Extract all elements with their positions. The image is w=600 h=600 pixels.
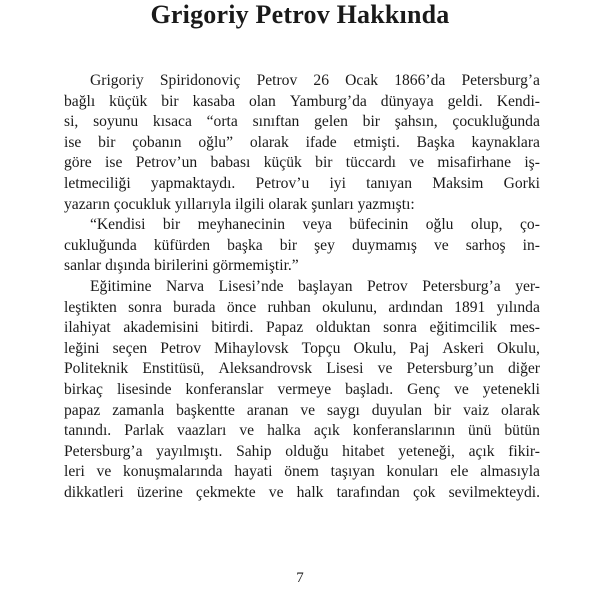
text-line xyxy=(64,483,540,504)
word: burada xyxy=(173,298,216,316)
word: Askeri xyxy=(442,339,484,357)
word: bir xyxy=(362,113,380,131)
word: “orta xyxy=(206,113,238,131)
word: Topçu xyxy=(301,339,341,357)
word: tüccardı xyxy=(345,154,397,172)
text-line xyxy=(64,421,540,442)
word: olan xyxy=(249,92,276,110)
word: yeteneği, xyxy=(398,442,455,460)
word: yapmaktaydı. xyxy=(150,174,236,192)
word: ardından xyxy=(388,298,443,316)
word: küfürden xyxy=(153,236,211,254)
word: Lisesi xyxy=(326,360,364,378)
text-line xyxy=(64,401,540,422)
word: ünü xyxy=(467,422,492,440)
word: soyunu xyxy=(93,113,139,131)
text-line xyxy=(64,71,540,92)
word: başlayan xyxy=(297,277,353,295)
word: ise xyxy=(64,133,82,151)
word: ele xyxy=(450,463,469,481)
word: saygı xyxy=(326,401,360,419)
word: ilahiyat xyxy=(64,319,111,337)
word: Sahip xyxy=(236,442,272,460)
word: “Kendisi xyxy=(90,216,146,234)
word: küçük xyxy=(263,154,302,172)
word: şey xyxy=(314,236,335,254)
word: zamanla xyxy=(112,401,165,419)
word: ve xyxy=(239,422,255,440)
word: papaz xyxy=(64,401,101,419)
word: fikir- xyxy=(508,442,540,460)
word: birkaç xyxy=(64,380,103,398)
word: sarhoş xyxy=(465,236,506,254)
word: Petrov xyxy=(367,277,408,295)
word: meyhanecinin xyxy=(197,216,286,234)
word: akademisini xyxy=(123,319,199,337)
word: olarak xyxy=(500,401,540,419)
word: okulunu, xyxy=(322,298,378,316)
text-line xyxy=(64,236,540,257)
word: sevilmekteydi. xyxy=(448,483,540,501)
word: şahsın, xyxy=(394,113,438,131)
word: önce xyxy=(226,298,257,316)
word: leri xyxy=(64,463,85,481)
word: lisesinde xyxy=(116,380,172,398)
text-line: sanlar dışında birilerini görmemiştir.” xyxy=(64,257,299,275)
word: kısaca xyxy=(152,113,192,131)
word: yetenekli xyxy=(482,380,540,398)
text-line xyxy=(64,298,540,319)
text-line xyxy=(64,462,540,483)
word: in- xyxy=(522,236,540,254)
word: Eğitimine xyxy=(90,277,152,295)
word: bir xyxy=(279,236,298,254)
word: açık xyxy=(468,442,495,460)
word: Petersburg’un xyxy=(406,360,494,378)
word: ve xyxy=(268,483,284,501)
word: Yamburg’da xyxy=(289,92,367,110)
word: tarafından xyxy=(336,483,400,501)
word: Petersburg’a xyxy=(64,442,143,460)
word: oğlu” xyxy=(198,133,234,151)
word: Petersburg’a xyxy=(461,72,540,89)
word: ve xyxy=(454,380,469,398)
word: yayılmıştı. xyxy=(156,442,223,460)
page-number: 7 xyxy=(296,570,304,586)
word: başladı. xyxy=(345,380,394,398)
word: 1866’da xyxy=(394,72,446,89)
word: tanındı. xyxy=(64,422,112,440)
word: veya xyxy=(302,216,332,234)
text-line xyxy=(64,318,540,339)
word: ve xyxy=(96,463,112,481)
word: leğini xyxy=(64,339,100,357)
text-line xyxy=(64,359,540,380)
word: bir xyxy=(162,216,181,234)
word: çekmekte xyxy=(195,483,256,501)
word: bir xyxy=(315,154,333,172)
word: duyulan xyxy=(371,401,422,419)
word: olduktan xyxy=(315,319,371,337)
word: olduğu xyxy=(285,442,329,460)
word: cukluğunda xyxy=(64,236,137,254)
word: tanıyan xyxy=(366,174,413,192)
word: Lisesi’nde xyxy=(218,277,284,295)
body-text xyxy=(64,71,540,503)
word: ve xyxy=(433,236,449,254)
text-line xyxy=(64,215,540,236)
word: Maksim xyxy=(432,174,484,192)
word: bir xyxy=(98,133,116,151)
word: Okulu, xyxy=(353,339,397,357)
word: çocukluğunda xyxy=(452,113,540,131)
text-line xyxy=(64,92,540,113)
word: 1891 xyxy=(454,298,486,316)
word: letmeciliği xyxy=(64,174,131,192)
word: konferanslar xyxy=(185,380,264,398)
word: bir xyxy=(161,92,179,110)
word: Petrov’un xyxy=(135,154,198,172)
word: gelen xyxy=(314,113,348,131)
word: başkentte xyxy=(176,401,235,419)
word: bağlı xyxy=(64,92,96,110)
word: ço- xyxy=(519,216,540,234)
word: Başka xyxy=(416,133,455,151)
word: olarak xyxy=(249,133,289,151)
text-line: yazarın çocukluk yıllarıyla ilgili olarak şunları yazmıştı: xyxy=(64,195,415,213)
word: üzerine xyxy=(136,483,183,501)
word: Petrov’u xyxy=(255,174,310,192)
word: Aleksandrovsk xyxy=(218,360,313,378)
word: bitirdi. xyxy=(211,319,254,337)
word: ve xyxy=(377,360,393,378)
word: Okulu, xyxy=(497,339,540,357)
word: Gorki xyxy=(503,174,540,192)
word: sonra xyxy=(383,319,417,337)
word: almasıyla xyxy=(480,463,540,481)
word: Paj xyxy=(409,339,430,357)
word: Spiridonoviç xyxy=(159,72,241,89)
word: vermeye xyxy=(277,380,332,398)
word: Ocak xyxy=(345,72,379,89)
page-title: Grigoriy Petrov Hakkında xyxy=(150,0,450,29)
word: hitabet xyxy=(342,442,385,460)
word: bütün xyxy=(504,422,540,440)
word: iyi xyxy=(329,174,346,192)
text-line xyxy=(64,339,540,360)
word: konuşmalarında xyxy=(123,463,223,481)
word: göre xyxy=(64,154,92,172)
word: Parlak xyxy=(124,422,165,440)
word: yılında xyxy=(496,298,540,316)
word: Grigoriy xyxy=(90,72,144,89)
word: bir xyxy=(433,401,452,419)
word: Mihaylovsk xyxy=(214,339,289,357)
text-line xyxy=(64,277,540,298)
word: aranan xyxy=(246,401,289,419)
word: yer- xyxy=(515,277,540,295)
word: etmişti. xyxy=(353,133,400,151)
word: Genç xyxy=(407,380,441,398)
word: konferanslarının xyxy=(352,422,455,440)
word: Petersburg’a xyxy=(422,277,501,295)
word: Narva xyxy=(165,277,205,295)
word: büfecinin xyxy=(349,216,409,234)
word: olup, xyxy=(470,216,503,234)
word: vaiz xyxy=(463,401,490,419)
word: sonra xyxy=(128,298,162,316)
text-line xyxy=(64,380,540,401)
word: eğitimcilik xyxy=(429,319,498,337)
word: ve xyxy=(409,154,425,172)
word: geldi. xyxy=(447,92,483,110)
word: 26 xyxy=(313,72,330,89)
word: mes- xyxy=(509,319,540,337)
word: iş- xyxy=(524,154,540,172)
word: Petrov xyxy=(256,72,298,89)
word: duymamış xyxy=(351,236,417,254)
word: küçük xyxy=(109,92,148,110)
word: si, xyxy=(64,113,79,131)
word: babası xyxy=(210,154,251,172)
word: başka xyxy=(227,236,263,254)
text-line xyxy=(64,112,540,133)
word: çok xyxy=(412,483,436,501)
text-line xyxy=(64,133,540,154)
text-line xyxy=(64,174,540,195)
word: seçen xyxy=(112,339,148,357)
word: diğer xyxy=(507,360,540,378)
word: ifade xyxy=(305,133,337,151)
word: Petrov xyxy=(160,339,201,357)
word: Politeknik xyxy=(64,360,129,378)
word: Kendi- xyxy=(496,92,540,110)
word: misafirhane xyxy=(437,154,511,172)
word: kaynaklara xyxy=(471,133,540,151)
word: sınıftan xyxy=(252,113,300,131)
word: dünyaya xyxy=(380,92,434,110)
word: taşıyan xyxy=(330,463,375,481)
word: Enstitüsü, xyxy=(142,360,205,378)
word: açık xyxy=(313,422,340,440)
word: halka xyxy=(267,422,301,440)
word: halk xyxy=(296,483,324,501)
word: konuları xyxy=(386,463,439,481)
word: ve xyxy=(300,401,316,419)
word: ise xyxy=(105,154,123,172)
word: vaazları xyxy=(177,422,227,440)
text-line xyxy=(64,153,540,174)
word: ruhban xyxy=(267,298,311,316)
text-line xyxy=(64,442,540,463)
word: kasaba xyxy=(192,92,236,110)
word: oğlu xyxy=(425,216,454,234)
word: leştikten xyxy=(64,298,117,316)
word: dikkatleri xyxy=(64,483,124,501)
word: Papaz xyxy=(266,319,304,337)
word: çobanın xyxy=(132,133,182,151)
word: hayati xyxy=(234,463,273,481)
word: önem xyxy=(284,463,319,481)
